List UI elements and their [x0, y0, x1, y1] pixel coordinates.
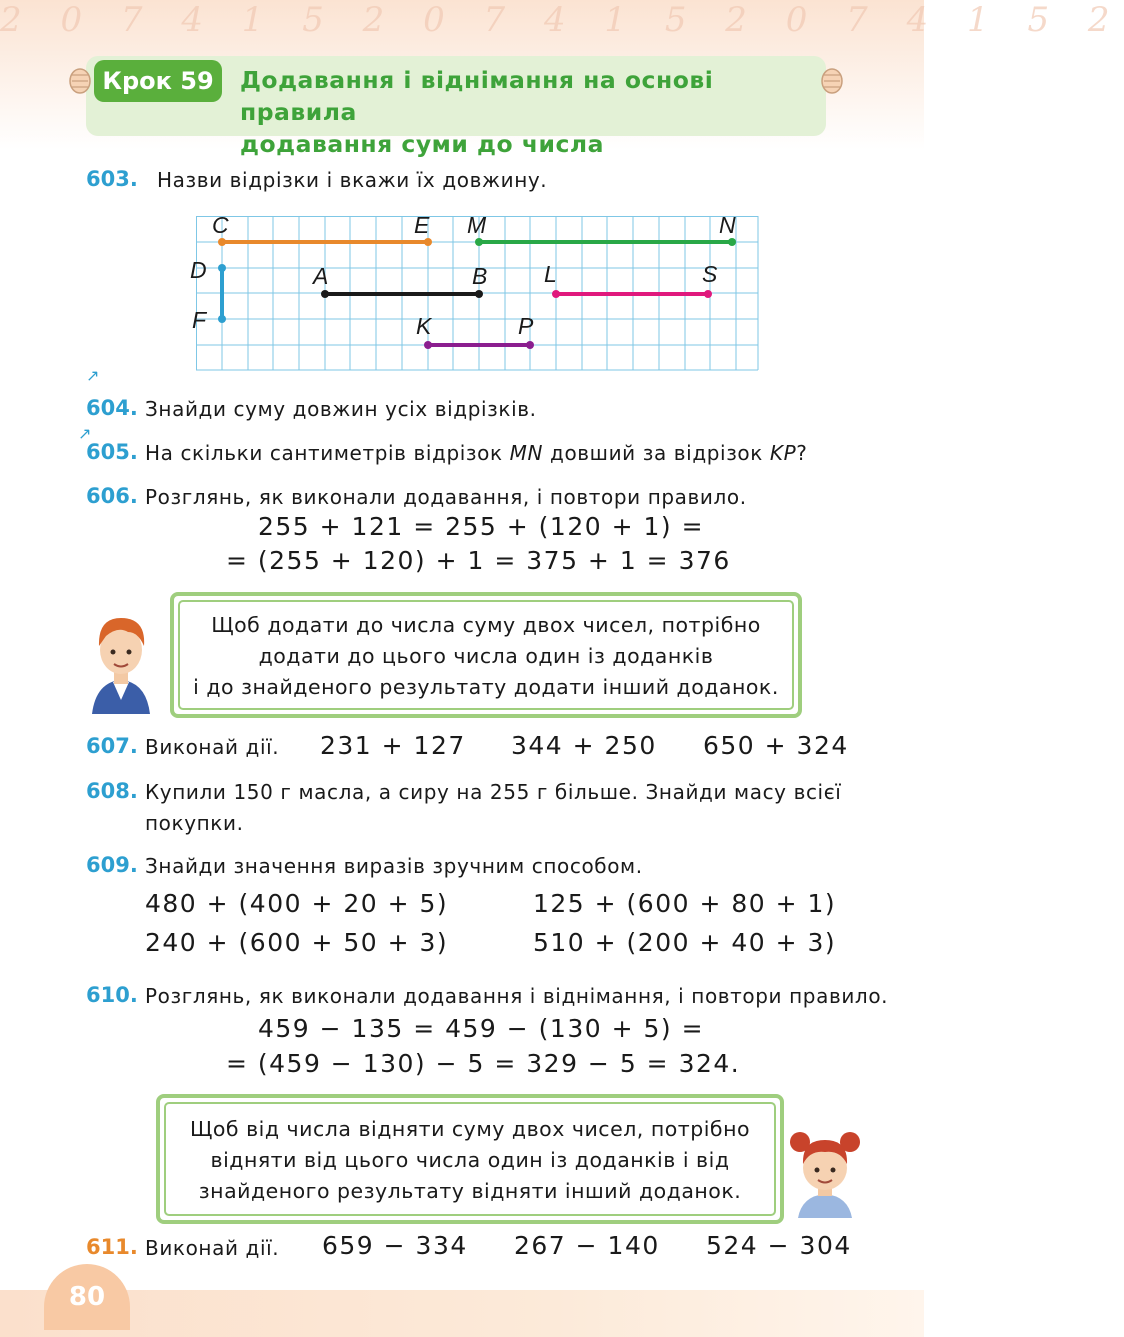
point-label-L: L — [544, 261, 557, 287]
point-label-E: E — [414, 212, 430, 238]
exercise-text: Купили 150 г масла, а сиру на 255 г більше. Знайди масу всієї — [145, 780, 842, 804]
point-label-C: C — [212, 212, 229, 238]
expression: 524 − 304 — [706, 1231, 852, 1260]
equation-line: 459 − 135 = 459 − (130 + 5) = — [258, 1014, 705, 1043]
exercise-number: 605. — [86, 440, 138, 464]
girl-avatar — [788, 1122, 862, 1218]
exercise-text: Виконай дії. — [145, 1236, 280, 1260]
exercise-text: покупки. — [145, 811, 244, 835]
segment-LS — [552, 290, 712, 298]
exercise-text: Розглянь, як виконали додавання і віднімання, і повтори правило. — [145, 984, 889, 1008]
exercise-text: Знайди суму довжин усіх відрізків. — [145, 397, 537, 421]
expression: 267 − 140 — [514, 1231, 660, 1260]
point-label-A: A — [313, 263, 329, 289]
boy-avatar — [88, 608, 154, 714]
hard-task-marker-icon: ↗ — [78, 424, 92, 443]
lesson-title — [240, 64, 820, 160]
exercise-text: Назви відрізки і вкажи їх довжину. — [157, 168, 548, 192]
expression: 125 + (600 + 80 + 1) — [533, 889, 837, 918]
exercise-number: 609. — [86, 853, 138, 877]
exercise-text: Знайди значення виразів зручним способом. — [145, 854, 643, 878]
page-footer — [0, 1290, 924, 1337]
segments-grid — [190, 212, 760, 372]
expression: 510 + (200 + 40 + 3) — [533, 928, 837, 957]
exercise-number: 604. — [86, 396, 138, 420]
pointing-hand-icon — [66, 64, 92, 98]
point-label-D: D — [190, 257, 207, 283]
equation-line: = (255 + 120) + 1 = 375 + 1 = 376 — [226, 546, 731, 575]
hard-task-marker-icon: ↗ — [86, 366, 100, 385]
point-label-B: B — [472, 263, 488, 289]
segment-MN — [475, 238, 736, 246]
step-badge: Крок 59 — [94, 60, 222, 102]
expression: 344 + 250 — [511, 731, 657, 760]
rule-text: Щоб додати до числа суму двох чисел, потрібно додати до цього числа один із доданків і до знайденого результату додати інший доданок. — [193, 613, 779, 699]
exercise-number: 610. — [86, 983, 138, 1007]
lesson-title-line1: Додавання і віднімання на основі правила — [240, 66, 714, 126]
background-digits: 2 0 7 4 1 5 2 0 7 4 1 5 2 0 7 4 1 5 2 — [0, 0, 1124, 40]
exercise-number: 603. — [86, 167, 138, 191]
expression: 231 + 127 — [320, 731, 466, 760]
rule-text: Щоб від числа відняти суму двох чисел, потрібно відняти від цього числа один із доданків і від знайденого результату відняти інший доданок. — [189, 1117, 751, 1203]
pointing-hand-icon — [820, 64, 846, 98]
point-label-F: F — [192, 307, 207, 333]
point-label-N: N — [719, 212, 736, 238]
point-label-K: K — [416, 313, 432, 339]
exercise-text: Розглянь, як виконали додавання, і повтори правило. — [145, 485, 747, 509]
exercise-number: 611. — [86, 1235, 138, 1259]
exercise-number: 607. — [86, 734, 138, 758]
point-label-M: M — [467, 212, 487, 238]
point-label-P: P — [518, 313, 534, 339]
exercise-number: 608. — [86, 779, 138, 803]
exercise-text: На скільки сантиметрів відрізок MN довший за відрізок KP? — [145, 441, 808, 465]
exercise-number: 606. — [86, 484, 138, 508]
lesson-title-line2: додавання суми до числа — [240, 130, 604, 158]
expression: 240 + (600 + 50 + 3) — [145, 928, 449, 957]
page-number: 80 — [44, 1264, 130, 1330]
exercise-text: Виконай дії. — [145, 735, 280, 759]
point-label-S: S — [702, 261, 718, 287]
equation-line: 255 + 121 = 255 + (120 + 1) = — [258, 512, 705, 541]
expression: 650 + 324 — [703, 731, 849, 760]
equation-line: = (459 − 130) − 5 = 329 − 5 = 324. — [226, 1049, 741, 1078]
expression: 480 + (400 + 20 + 5) — [145, 889, 449, 918]
expression: 659 − 334 — [322, 1231, 468, 1260]
